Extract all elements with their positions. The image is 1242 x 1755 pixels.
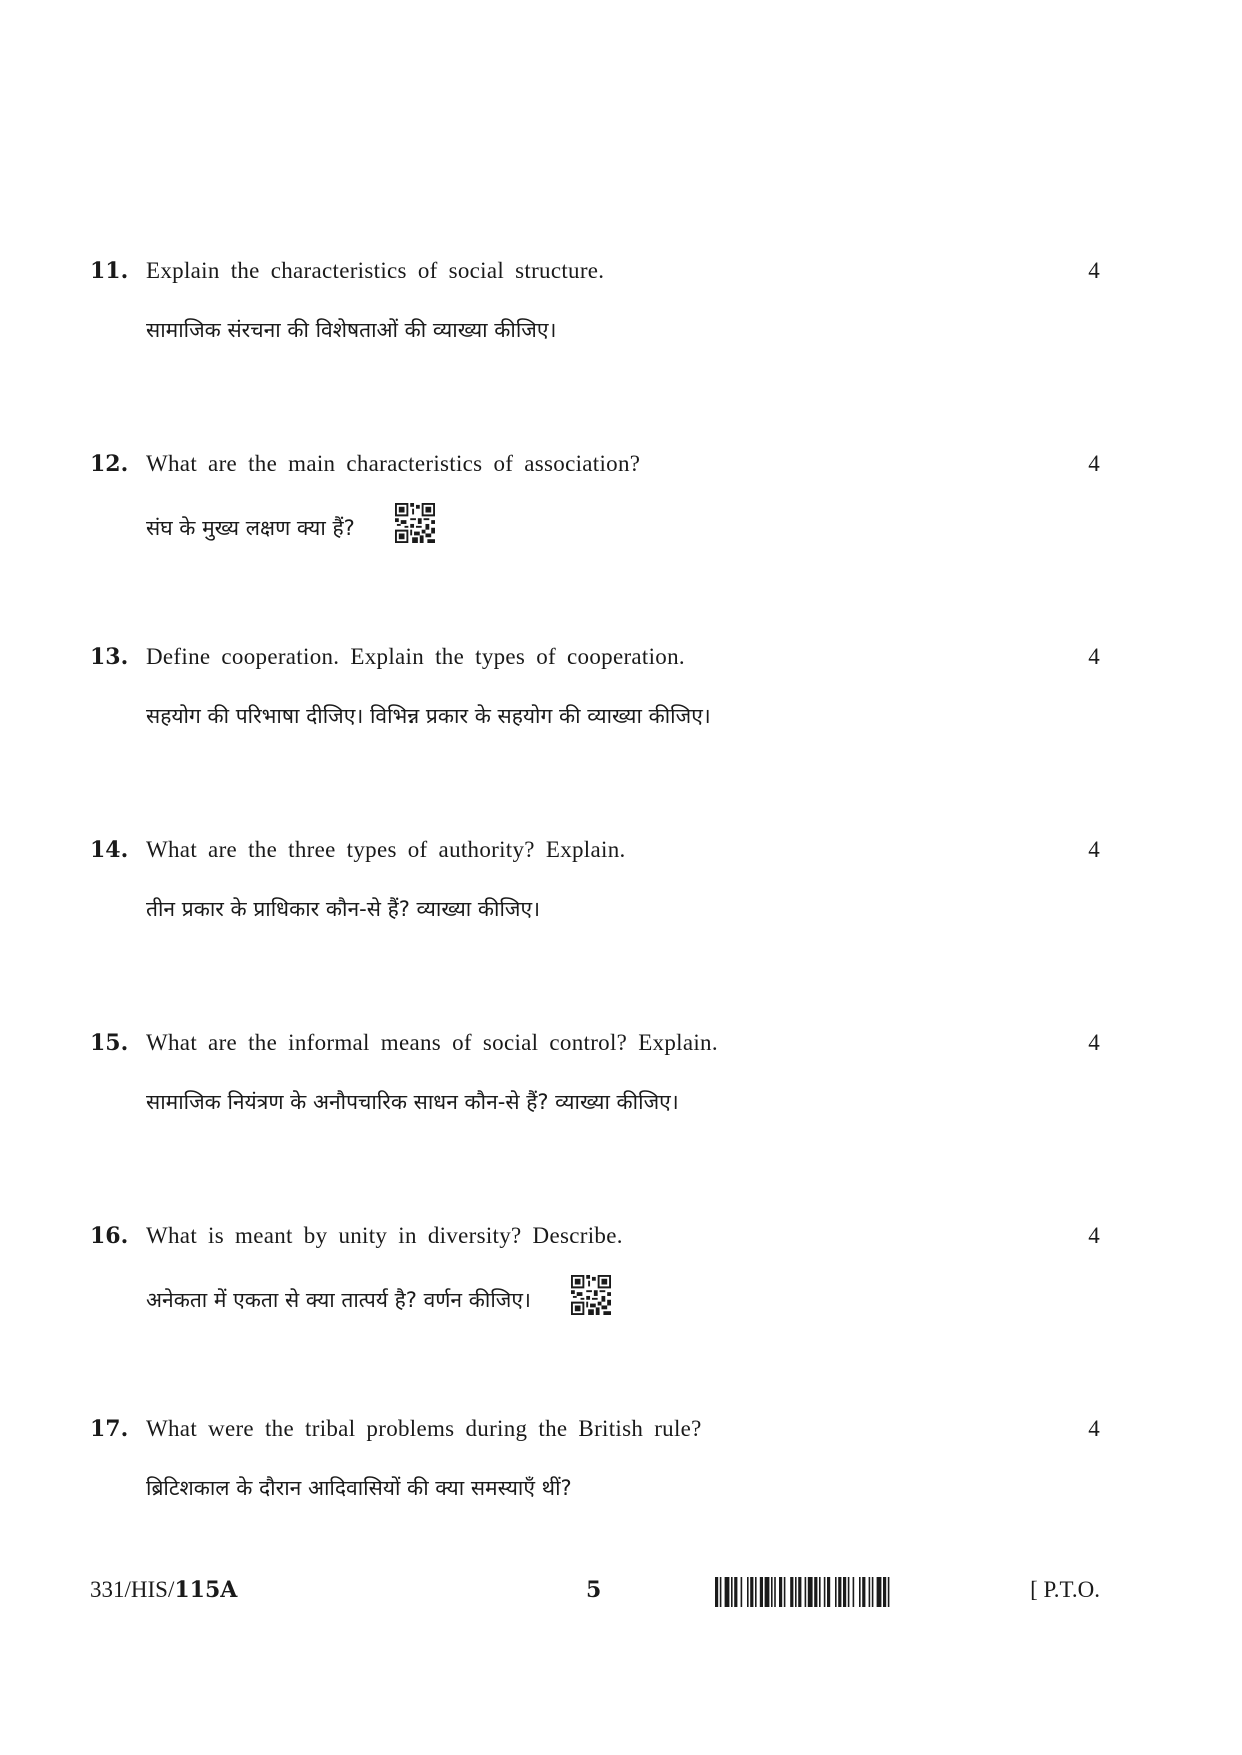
question-text-english: Define cooperation. Explain the types of cooperation. bbox=[146, 644, 685, 669]
question-marks: 4 bbox=[1088, 1223, 1100, 1248]
question-16 bbox=[90, 1223, 1100, 1321]
question-text-hindi: सहयोग की परिभाषा दीजिए। विभिन्न प्रकार के सहयोग की व्याख्या कीजिए। bbox=[146, 704, 711, 728]
question-text-hindi: सामाजिक नियंत्रण के अनौपचारिक साधन कौन-से हैं? व्याख्या कीजिए। bbox=[146, 1090, 679, 1114]
page-footer bbox=[90, 1577, 1100, 1617]
question-number: 15. bbox=[90, 1030, 129, 1056]
question-text-english: What are the informal means of social control? Explain. bbox=[146, 1030, 718, 1055]
pto-label: [ P.T.O. bbox=[1030, 1577, 1100, 1602]
question-text-hindi: ब्रिटिशकाल के दौरान आदिवासियों की क्या समस्याएँ थीं? bbox=[146, 1476, 572, 1500]
question-number: 12. bbox=[90, 451, 129, 477]
question-number: 16. bbox=[90, 1223, 129, 1249]
barcode-icon bbox=[715, 1577, 991, 1607]
question-text-hindi: अनेकता में एकता से क्या तात्पर्य है? वर्णन कीजिए। bbox=[90, 1281, 1100, 1321]
question-number: 13. bbox=[90, 644, 129, 670]
question-13 bbox=[90, 644, 1100, 730]
question-text-hindi: संघ के मुख्य लक्षण क्या हैं? bbox=[90, 509, 1100, 549]
question-marks: 4 bbox=[1088, 1416, 1100, 1441]
question-11 bbox=[90, 258, 1100, 344]
question-marks: 4 bbox=[1088, 258, 1100, 283]
question-text-english: What were the tribal problems during the British rule? bbox=[146, 1416, 702, 1441]
question-text-english: What are the main characteristics of association? bbox=[146, 451, 641, 476]
question-text-english: Explain the characteristics of social structure. bbox=[146, 258, 605, 283]
question-text-english: What are the three types of authority? Explain. bbox=[146, 837, 626, 862]
question-17 bbox=[90, 1416, 1100, 1502]
question-marks: 4 bbox=[1088, 451, 1100, 476]
qr-code-icon bbox=[395, 503, 435, 543]
question-15 bbox=[90, 1030, 1100, 1116]
question-14 bbox=[90, 837, 1100, 923]
question-number: 11. bbox=[90, 258, 129, 284]
question-marks: 4 bbox=[1088, 644, 1100, 669]
paper-code: 331/HIS/115A bbox=[90, 1577, 238, 1603]
page-number: 5 bbox=[586, 1577, 602, 1603]
question-number: 14. bbox=[90, 837, 129, 863]
question-marks: 4 bbox=[1088, 837, 1100, 862]
question-text-hindi: तीन प्रकार के प्राधिकार कौन-से हैं? व्याख्या कीजिए। bbox=[146, 897, 541, 921]
question-12 bbox=[90, 451, 1100, 549]
qr-code-icon bbox=[571, 1275, 611, 1315]
question-marks: 4 bbox=[1088, 1030, 1100, 1055]
question-text-hindi: सामाजिक संरचना की विशेषताओं की व्याख्या कीजिए। bbox=[146, 318, 557, 342]
question-text-english: What is meant by unity in diversity? Describe. bbox=[146, 1223, 623, 1248]
question-number: 17. bbox=[90, 1416, 129, 1442]
